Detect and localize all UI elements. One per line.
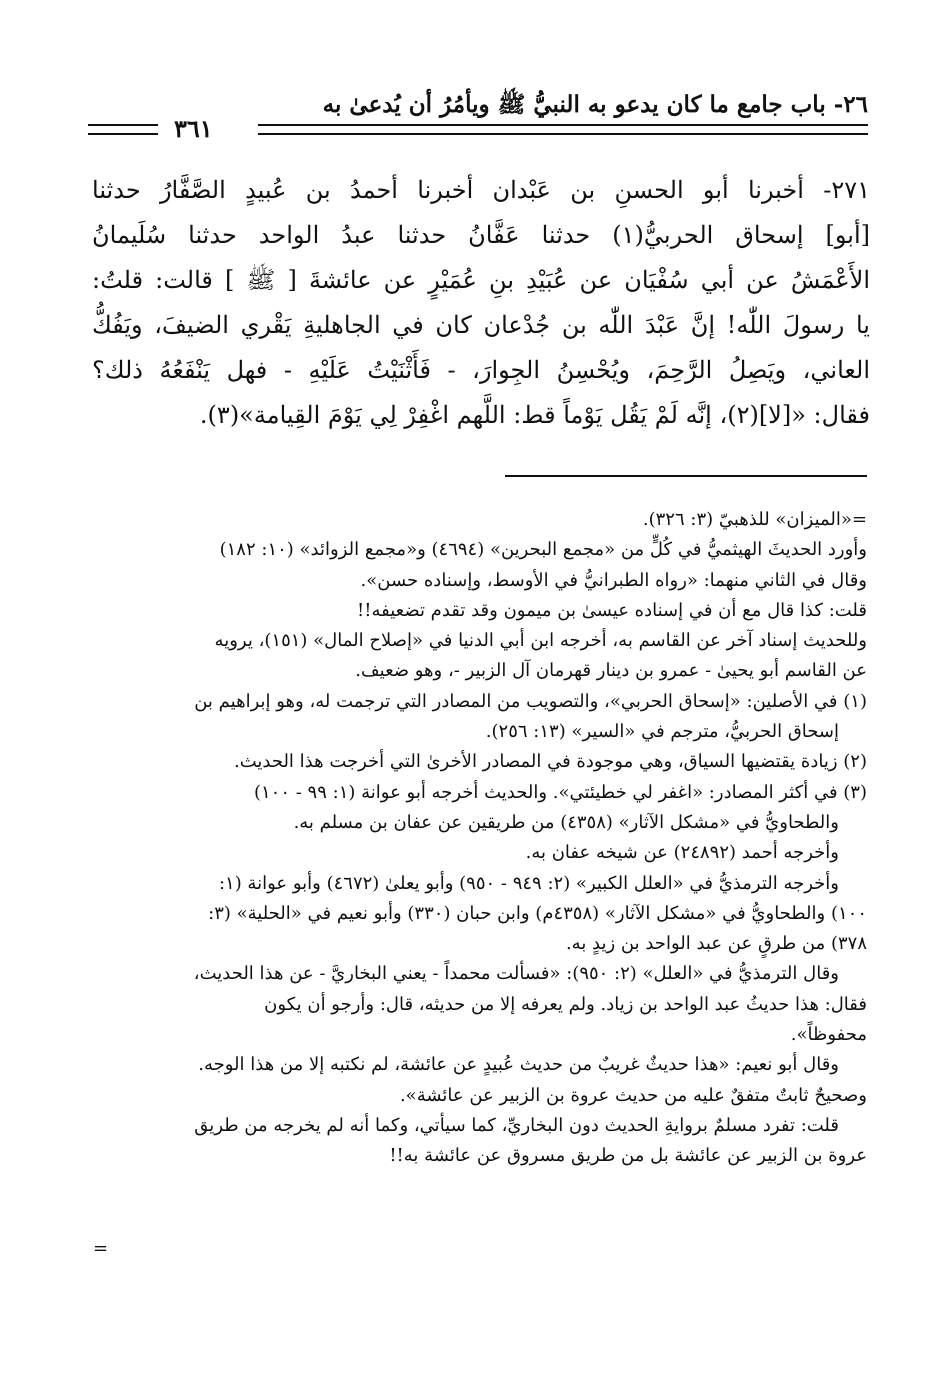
main-text-line: ٢٧١- أخبرنا أبو الحسنِ بن عَبْدان أخبرنا أحمدُ بن عُبيدٍ الصَّفَّارُ حدثنا — [92, 176, 870, 204]
footnote-line: إسحاق الحربيُّ، مترجم في «السير» (١٣: ٢٥٦). — [485, 721, 839, 743]
footnote-line: وقال الترمذيُّ في «العلل» (٢: ٩٥٠): «فسألت محمداً - يعني البخاريَّ - عن هذا الحديث، — [193, 963, 839, 985]
footnote-line: وقال أبو نعيم: «هذا حديثٌ غريبٌ من حديث عُبيدٍ عن عائشة، لم نكتبه إلا من هذا الوجه. — [198, 1054, 839, 1076]
footnote-line: (٢) زيادة يقتضيها السياق، وهي موجودة في المصادر الأخرىٰ التي أخرجت هذا الحديث. — [233, 751, 867, 773]
footnote-line: وصحيحٌ ثابتٌ متفقٌ عليه من حديث عروة بن الزبير عن عائشة». — [399, 1084, 867, 1106]
footnote-line: (٣) في أكثر المصادر: «اغفر لي خطيئتي». والحديث أخرجه أبو عوانة (١: ٩٩ - ١٠٠) — [253, 781, 867, 803]
main-text-line: يا رسولَ اللّٰه! إنَّ عَبْدَ اللّٰه بن جُدْعان كان في الجاهليةِ يَقْري الضيفَ، ويَفُكُّ — [92, 311, 870, 339]
footnote-line: قلت: تفرد مسلمٌ بروايةِ الحديث دون البخاريِّ، كما سيأتي، وكما أنه لم يخرجه من طريق — [194, 1114, 839, 1136]
footnote-line: محفوظاً». — [790, 1024, 867, 1046]
chapter-title: ٢٦- باب جامع ما كان يدعو به النبيُّ ﷺ ويأمُرُ أن يُدعىٰ به — [322, 91, 868, 118]
footnote-line: وللحديث إسناد آخر عن القاسم به، أخرجه ابن أبي الدنيا في «إصلاح المال» (١٥١)، يرويه — [214, 630, 867, 652]
footnote-line: ٣٧٨) من طرقٍ عن عبد الواحد بن زيدٍ به. — [565, 933, 867, 955]
footnote-separator — [505, 475, 867, 477]
main-text-line: [أبو] إسحاق الحربيُّ(١) حدثنا عَفَّانُ حدثنا عبدُ الواحد حدثنا سُلَيمانُ — [92, 221, 871, 249]
hadith-text — [92, 168, 870, 438]
continuation-mark: = — [93, 1238, 109, 1259]
footnote-line: وأخرجه أحمد (٢٤٨٩٢) عن شيخه عفان به. — [525, 842, 839, 864]
footnote-line: وقال في الثاني منهما: «رواه الطبرانيُّ في الأوسط، وإسناده حسن». — [360, 569, 867, 591]
footnote-line: فقال: هذا حديثُ عبد الواحد بن زياد. ولم يعرفه إلا من حديثه، قال: وأرجو أن يكون — [264, 993, 867, 1015]
main-text-line: العاني، ويَصِلُ الرَّحِمَ، ويُحْسِنُ الجِوارَ، - فَأَثْنَيْتُ عَلَيْهِ - فهل يَنْفَعُهُ ذلك؟ — [92, 356, 870, 384]
footnotes — [92, 505, 867, 1172]
footnote-line: قلت: كذا قال مع أن في إسناده عيسىٰ بن ميمون وقد تقدم تضعيفه!! — [357, 599, 867, 621]
main-text-line: فقال: «[لا](٢)، إنَّه لَمْ يَقُل يَوْماً قط: اللَّهم اغْفِرْ لِي يَوْمَ القِيامة»(٣). — [199, 401, 870, 429]
footnote-line: وأخرجه الترمذيُّ في «العلل الكبير» (٢: ٩٤٩ - ٩٥٠) وأبو يعلىٰ (٤٦٧٢) وأبو عوانة (١: — [218, 872, 839, 894]
page-number: ٣٦١ — [174, 114, 213, 143]
main-text-line: الأَعْمَشُ عن أبي سُفْيَان عن عُبَيْدِ بنِ عُمَيْرٍ عن عائشةَ [ ﷺ ] قالت: قلتُ: — [92, 266, 870, 294]
page-number-double-rule — [88, 124, 158, 135]
footnote-line: وأورد الحديثَ الهيثميُّ في كُلٍّ من «مجمع البحرين» (٤٦٩٤) و«مجمع الزوائد» (١٠: ١٨٢) — [219, 539, 867, 561]
footnote-line: ١٠٠) والطحاويُّ في «مشكل الآثار» (٤٣٥٨م) وابن حبان (٣٣٠) وأبو نعيم في «الحلية» (٣: — [208, 902, 867, 924]
footnote-line: عروة بن الزبير عن عائشة بل من طريق مسروق عن عائشة به!! — [389, 1145, 867, 1167]
footnote-line: والطحاويُّ في «مشكل الآثار» (٤٣٥٨) من طريقين عن عفان بن مسلم به. — [293, 811, 839, 833]
header-double-rule — [258, 124, 868, 135]
footnote-line: (١) في الأصلين: «إسحاق الحربي»، والتصويب من المصادر التي ترجمت له، وهو إبراهيم بن — [194, 690, 867, 712]
footnote-line: عن القاسم أبو يحيىٰ - عمرو بن دينار قهرمان آل الزبير -، وهو ضعيف. — [355, 660, 867, 682]
footnote-line: =«الميزان» للذهبيّ (٣: ٣٢٦). — [642, 509, 867, 530]
